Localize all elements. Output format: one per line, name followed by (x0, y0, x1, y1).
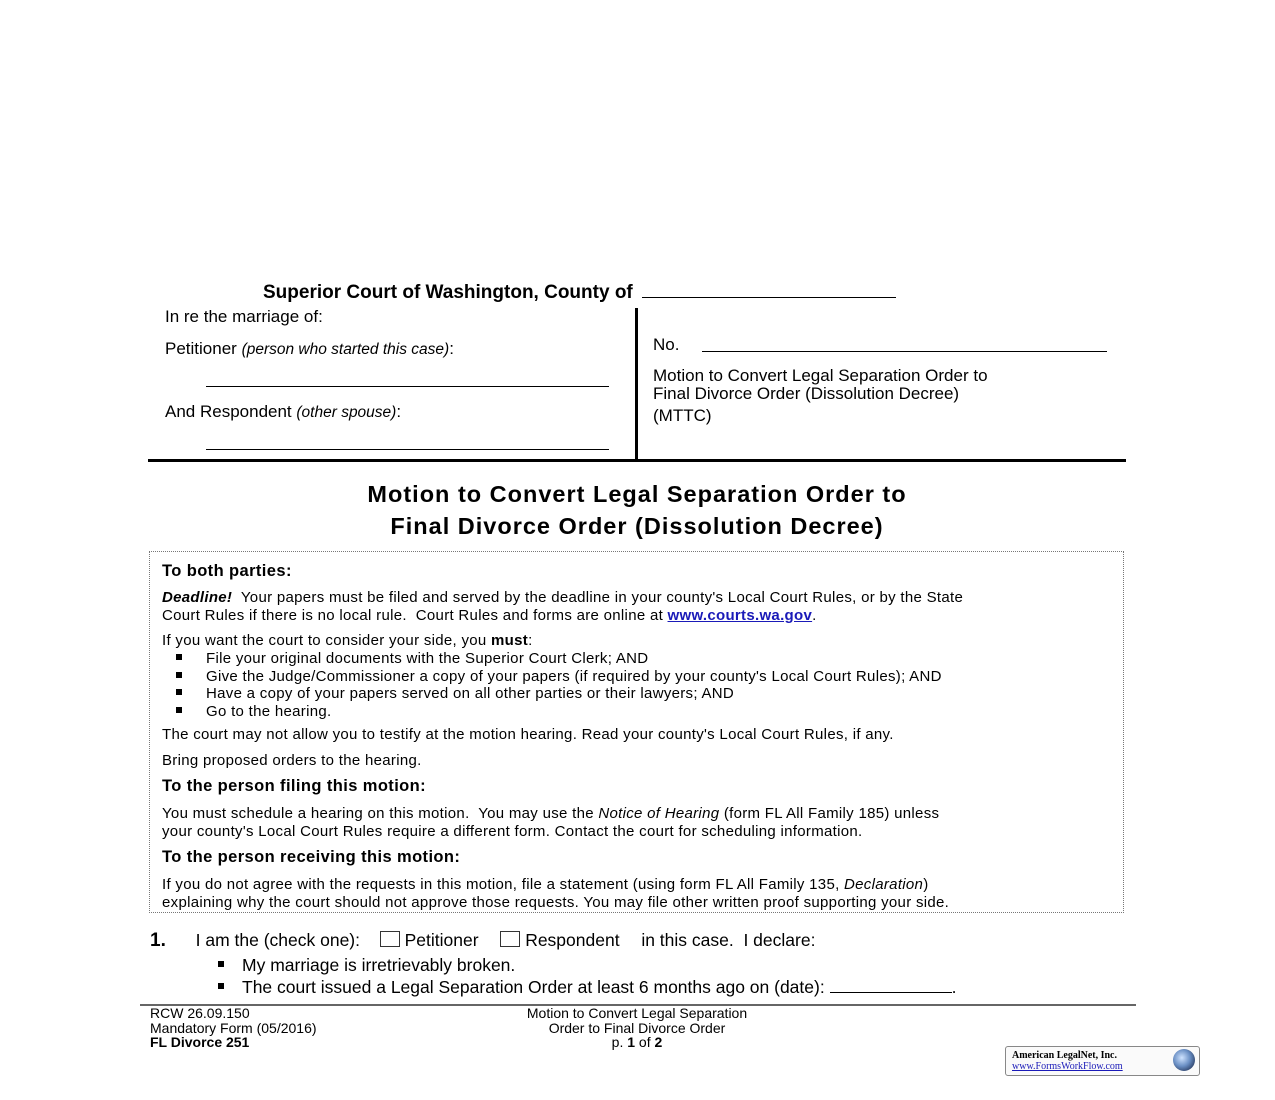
notice-heading-both-parties: To both parties: (162, 562, 292, 580)
page-title (148, 478, 1126, 542)
receiving-paragraph: If you do not agree with the requests in this motion, file a statement (using form FL All Family 135, Declaration) explaining why the court should not approve those requests. You may file other written proof supporting your side. (162, 876, 950, 911)
respondent-name-field[interactable] (206, 449, 609, 450)
courts-website-link[interactable]: www.courts.wa.gov (667, 606, 813, 624)
list-item: File your original documents with the Superior Court Clerk; AND (176, 650, 942, 668)
bullet-icon (176, 672, 182, 678)
footer-mandatory: Mandatory Form (05/2016) (150, 1019, 317, 1036)
caption-divider-horizontal (148, 459, 1126, 462)
footer-title-line1: Motion to Convert Legal Separation (526, 1005, 748, 1021)
notice-heading-filing: To the person filing this motion: (162, 777, 427, 795)
list-item: Have a copy of your papers served on all other parties or their lawyers; AND (176, 685, 942, 703)
page-title-line1: Motion to Convert Legal Separation Order to (367, 481, 907, 507)
section-1-row (150, 930, 815, 952)
must-intro: If you want the court to consider your side, you must: (162, 632, 533, 649)
respondent-checkbox[interactable] (500, 931, 520, 947)
list-item: Go to the hearing. (176, 703, 942, 721)
separation-date-field[interactable] (830, 978, 952, 993)
filing-paragraph: You must schedule a hearing on this motion. You may use the Notice of Hearing (form FL All Family 185) unless your county's Local Court Rules require a different form. Contact the court for scheduling information. (162, 805, 940, 840)
notice-heading-receiving: To the person receiving this motion: (162, 848, 461, 866)
respondent-option-label: Respondent (525, 930, 620, 950)
section-1-intro: I am the (check one): (195, 930, 360, 950)
case-number-label: No. (653, 335, 680, 354)
footer-center (437, 1006, 837, 1050)
section-1-after: in this case. I declare: (641, 930, 816, 950)
footer-rcw: RCW 26.09.150 (150, 1005, 250, 1021)
declaration-item-date: The court issued a Legal Separation Order at least 6 months ago on (date): . (218, 977, 956, 998)
caption-form-title (653, 367, 988, 403)
petitioner-option-label: Petitioner (404, 930, 479, 950)
deadline-paragraph: Deadline! Your papers must be filed and served by the deadline in your county's Local Court Rules, or by the State Court Rules if there is no local rule. Court Rules and forms are online at www.courts.wa.gov. (162, 589, 964, 624)
respondent-label-row: And Respondent (other spouse): (165, 402, 402, 421)
american-legalnet-logo[interactable] (1005, 1046, 1200, 1076)
footer-title-line2: Order to Final Divorce Order (548, 1019, 726, 1036)
logo-url[interactable]: www.FormsWorkFlow.com (1012, 1061, 1123, 1072)
respondent-hint: (other spouse) (296, 404, 397, 421)
petitioner-checkbox[interactable] (380, 931, 400, 947)
caption-form-title-line1: Motion to Convert Legal Separation Order to (653, 366, 988, 385)
globe-icon (1173, 1049, 1195, 1071)
list-item: Give the Judge/Commissioner a copy of your papers (if required by your county's Local Court Rules); AND (176, 668, 942, 686)
bullet-icon (176, 707, 182, 713)
petitioner-name-field[interactable] (206, 386, 609, 387)
bullet-icon (218, 961, 224, 967)
section-number: 1. (150, 930, 166, 951)
caption-form-code: (MTTC) (653, 406, 712, 425)
footer-form-id: FL Divorce 251 (150, 1034, 250, 1050)
bring-orders-note: Bring proposed orders to the hearing. (162, 752, 422, 769)
court-label: Superior Court of Washington, County of (263, 282, 633, 303)
in-re-label: In re the marriage of: (165, 307, 323, 326)
declaration-item-broken: My marriage is irretrievably broken. (218, 955, 515, 976)
bullet-icon (176, 689, 182, 695)
petitioner-label: Petitioner (165, 339, 237, 358)
respondent-label: And Respondent (165, 402, 292, 421)
page-indicator: p. 1 of 2 (611, 1034, 663, 1050)
page-title-line2: Final Divorce Order (Dissolution Decree) (390, 513, 884, 539)
caption-divider-vertical (635, 308, 638, 461)
petitioner-label-row: Petitioner (person who started this case): (165, 339, 454, 358)
requirements-list (176, 650, 942, 720)
county-field[interactable] (642, 279, 896, 298)
deadline-label: Deadline! (162, 589, 233, 606)
court-header (263, 279, 896, 304)
bullet-icon (176, 654, 182, 660)
testify-note: The court may not allow you to testify at the motion hearing. Read your county's Local Court Rules, if any. (162, 726, 894, 743)
footer-left (150, 1006, 317, 1050)
bullet-icon (218, 983, 224, 989)
caption-form-title-line2: Final Divorce Order (Dissolution Decree) (653, 384, 960, 403)
petitioner-hint: (person who started this case) (241, 341, 450, 358)
logo-company: American LegalNet, Inc. (1012, 1050, 1117, 1061)
case-number-field[interactable] (702, 351, 1107, 352)
